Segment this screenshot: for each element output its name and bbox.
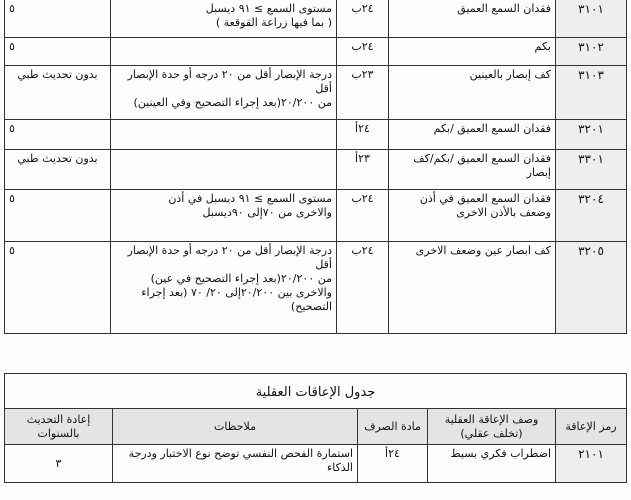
condition-name: فقدان السمع العميق في أذن وضعف بالأذن الاخرى	[389, 190, 556, 242]
condition-description	[111, 150, 337, 190]
years-value: بدون تحديث طبي	[5, 150, 111, 190]
article-value: ٢٤ب	[337, 190, 389, 242]
article-value: ٢٤أ	[358, 445, 428, 483]
header-years: إعادة التحديث بالسنوات	[5, 409, 113, 445]
disability-description: اضطراب فكري بسيط	[428, 445, 556, 483]
years-value: ٥	[5, 242, 111, 334]
condition-description: مستوى السمع ≥ ٩١ ديسبل ( بما فيها زراعة القوقعة )	[111, 0, 337, 38]
disability-code: ٣٣٠١	[556, 150, 627, 190]
mental-table-title: جدول الإعاقات العقلية	[5, 374, 627, 409]
article-value: ٢٤أ	[337, 120, 389, 150]
disability-code: ٣١٠٢	[556, 38, 627, 66]
condition-name: كف ابصار عين وضعف الاخرى	[389, 242, 556, 334]
article-value: ٢٤ب	[337, 38, 389, 66]
article-value: ٢٤ب	[337, 242, 389, 334]
condition-description: درجة الإبصار أقل من ٢٠ درجه أو حدة الإبصار أقل من ٢٠/٢٠٠(بعد إجراء التصحيح وفي العينين)	[111, 66, 337, 120]
years-value: بدون تحديث طبي	[5, 66, 111, 120]
article-value: ٢٤ب	[337, 0, 389, 38]
table-row	[5, 0, 627, 38]
condition-name: بكم	[389, 38, 556, 66]
disability-code: ٣٢٠٥	[556, 242, 627, 334]
disability-code: ٣٢٠٤	[556, 190, 627, 242]
header-code: رمز الإعاقة	[556, 409, 627, 445]
table-row	[5, 150, 627, 190]
header-article: مادة الصرف	[358, 409, 428, 445]
condition-name: فقدان السمع العميق /بكم/كف إبصار	[389, 150, 556, 190]
disability-code: ٣١٠٣	[556, 66, 627, 120]
condition-description: درجة الإبصار أقل من ٢٠ درجه أو حدة الإبصار أقل من ٢٠/٢٠٠(بعد إجراء التصحيح في عين) والاخرى بين ٢٠/٢٠٠إلى ٢٠/ ٧٠ (بعد إجراء التصحيح)	[111, 242, 337, 334]
table-row	[5, 190, 627, 242]
condition-name: فقدان السمع العميق	[389, 0, 556, 38]
header-notes: ملاحظات	[113, 409, 358, 445]
table-row	[5, 120, 627, 150]
article-value: ٢٣أ	[337, 150, 389, 190]
header-description: وصف الإعاقة العقلية (تخلف عقلي)	[428, 409, 556, 445]
disability-code: ٣١٠١	[556, 0, 627, 38]
mental-disabilities-table	[4, 373, 627, 483]
years-value: ٥	[5, 0, 111, 38]
table-row	[5, 445, 627, 483]
years-value: ٥	[5, 38, 111, 66]
condition-description	[111, 38, 337, 66]
years-value: ٥	[5, 190, 111, 242]
table-row	[5, 38, 627, 66]
disability-code: ٢١٠١	[556, 445, 627, 483]
notes-value: استمارة الفحص النفسي توضح نوع الاختبار ودرجة الذكاء	[113, 445, 358, 483]
table-row	[5, 66, 627, 120]
condition-description: مستوى السمع ≥ ٩١ ديسبل في أذن والاخرى من ٧٠إلى ٩٠ديسبل	[111, 190, 337, 242]
years-value: ٣	[5, 445, 113, 483]
article-value: ٢٣ب	[337, 66, 389, 120]
sensory-disabilities-table	[4, 0, 627, 334]
disability-code: ٣٢٠١	[556, 120, 627, 150]
table-row	[5, 242, 627, 334]
condition-name: فقدان السمع العميق /بكم	[389, 120, 556, 150]
condition-description	[111, 120, 337, 150]
years-value: ٥	[5, 120, 111, 150]
condition-name: كف إبصار بالعينين	[389, 66, 556, 120]
